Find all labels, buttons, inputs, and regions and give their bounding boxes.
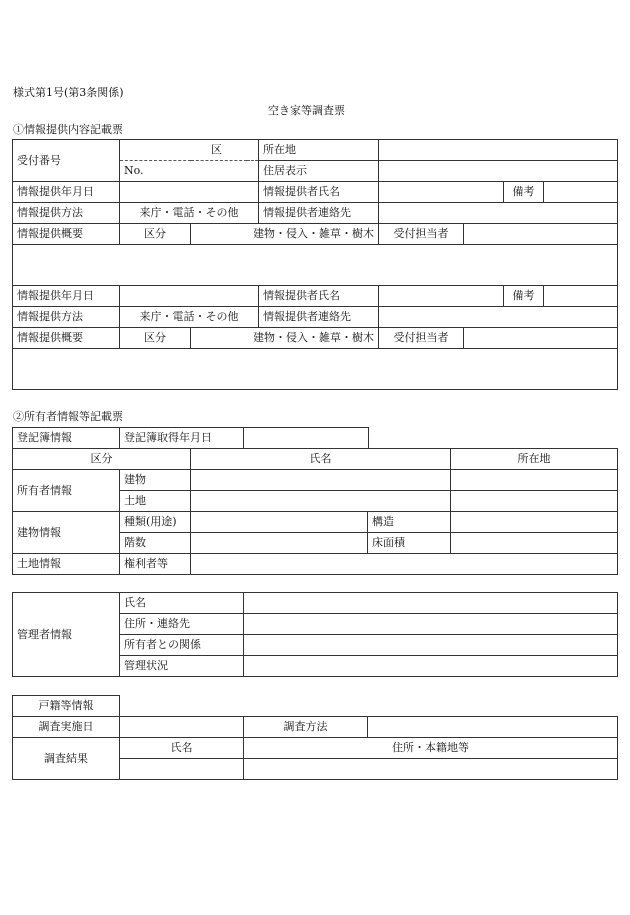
land-owner-name-field[interactable] xyxy=(191,491,451,512)
result-address-field[interactable] xyxy=(244,759,618,780)
category-header: 区分 xyxy=(13,449,191,470)
building-label: 建物 xyxy=(120,470,191,491)
category-options[interactable]: 建物・侵入・雑草・樹木 xyxy=(191,224,379,245)
provision-date-field[interactable] xyxy=(120,286,259,307)
summary-details-area[interactable] xyxy=(13,349,618,390)
staff-field[interactable] xyxy=(464,328,618,349)
structure-label: 構造 xyxy=(368,512,451,533)
floors-label: 階数 xyxy=(120,533,191,554)
provider-name-field[interactable] xyxy=(379,286,504,307)
location-field[interactable] xyxy=(379,140,618,161)
result-name-header: 氏名 xyxy=(120,738,244,759)
remarks-label: 備考 xyxy=(504,182,544,203)
remarks-field[interactable] xyxy=(544,182,618,203)
provision-method-options[interactable]: 来庁・電話・その他 xyxy=(120,203,259,224)
info-provision-table xyxy=(12,139,618,390)
survey-date-label: 調査実施日 xyxy=(13,717,120,738)
provision-date-label: 情報提供年月日 xyxy=(13,182,120,203)
section2-heading: ②所有者情報等記載票 xyxy=(13,410,123,423)
result-name-field[interactable] xyxy=(120,759,244,780)
provision-date-label: 情報提供年月日 xyxy=(13,286,120,307)
survey-method-label: 調査方法 xyxy=(244,717,368,738)
survey-date-field[interactable] xyxy=(120,717,244,738)
number-label: No. xyxy=(124,164,144,177)
provider-name-label: 情報提供者氏名 xyxy=(259,286,379,307)
provision-summary-label: 情報提供概要 xyxy=(13,328,120,349)
staff-label: 受付担当者 xyxy=(379,328,464,349)
manager-relation-label: 所有者との関係 xyxy=(120,635,244,656)
form-header: 様式第1号(第3条関係) xyxy=(13,86,124,99)
floor-area-field[interactable] xyxy=(451,533,618,554)
number-field[interactable] xyxy=(120,161,259,182)
land-label: 土地 xyxy=(120,491,191,512)
provision-method-label: 情報提供方法 xyxy=(13,307,120,328)
category-label: 区分 xyxy=(120,328,191,349)
address-display-label: 住居表示 xyxy=(259,161,379,182)
remarks-field[interactable] xyxy=(544,286,618,307)
owner-info-table xyxy=(12,448,618,575)
land-owner-location-field[interactable] xyxy=(451,491,618,512)
provider-name-field[interactable] xyxy=(379,182,504,203)
category-label: 区分 xyxy=(120,224,191,245)
building-owner-name-field[interactable] xyxy=(191,470,451,491)
summary-details-area[interactable] xyxy=(13,245,618,286)
manager-info-table xyxy=(12,592,618,677)
survey-method-field[interactable] xyxy=(368,717,618,738)
section1-heading: ①情報提供内容記載票 xyxy=(13,123,123,136)
building-info-label: 建物情報 xyxy=(13,512,120,554)
manager-status-field[interactable] xyxy=(244,656,618,677)
provider-contact-label: 情報提供者連絡先 xyxy=(259,307,379,328)
form-title: 空き家等調査票 xyxy=(268,104,345,117)
address-display-field[interactable] xyxy=(379,161,618,182)
location-label: 所在地 xyxy=(259,140,379,161)
location-header: 所在地 xyxy=(451,449,618,470)
family-register-label-table xyxy=(12,695,120,717)
provider-contact-label: 情報提供者連絡先 xyxy=(259,203,379,224)
name-header: 氏名 xyxy=(191,449,451,470)
structure-field[interactable] xyxy=(451,512,618,533)
remarks-label: 備考 xyxy=(504,286,544,307)
registry-date-label: 登記簿取得年月日 xyxy=(120,428,244,449)
ward-field[interactable] xyxy=(120,140,259,161)
survey-table xyxy=(12,716,618,780)
provider-name-label: 情報提供者氏名 xyxy=(259,182,379,203)
land-info-label: 土地情報 xyxy=(13,554,120,575)
provision-method-label: 情報提供方法 xyxy=(13,203,120,224)
floor-area-label: 床面積 xyxy=(368,533,451,554)
manager-name-field[interactable] xyxy=(244,593,618,614)
survey-result-label: 調査結果 xyxy=(13,738,120,780)
provision-method-options[interactable]: 来庁・電話・その他 xyxy=(120,307,259,328)
staff-field[interactable] xyxy=(464,224,618,245)
provider-contact-field[interactable] xyxy=(379,203,618,224)
rights-holder-field[interactable] xyxy=(191,554,618,575)
provision-date-field[interactable] xyxy=(120,182,259,203)
ward-label: 区 xyxy=(211,143,223,156)
reception-number-label: 受付番号 xyxy=(13,140,120,182)
building-owner-location-field[interactable] xyxy=(451,470,618,491)
manager-status-label: 管理状況 xyxy=(120,656,244,677)
provision-summary-label: 情報提供概要 xyxy=(13,224,120,245)
manager-address-field[interactable] xyxy=(244,614,618,635)
registry-info-table xyxy=(12,427,369,449)
rights-holder-label: 権利者等 xyxy=(120,554,191,575)
result-address-header: 住所・本籍地等 xyxy=(244,738,618,759)
staff-label: 受付担当者 xyxy=(379,224,464,245)
family-register-label: 戸籍等情報 xyxy=(13,696,120,717)
manager-relation-field[interactable] xyxy=(244,635,618,656)
manager-address-label: 住所・連絡先 xyxy=(120,614,244,635)
type-use-field[interactable] xyxy=(191,512,368,533)
category-options[interactable]: 建物・侵入・雑草・樹木 xyxy=(191,328,379,349)
type-use-label: 種類(用途) xyxy=(120,512,191,533)
manager-name-label: 氏名 xyxy=(120,593,244,614)
registry-date-field[interactable] xyxy=(244,428,369,449)
registry-info-label: 登記簿情報 xyxy=(13,428,120,449)
floors-field[interactable] xyxy=(191,533,368,554)
manager-info-label: 管理者情報 xyxy=(13,593,120,677)
provider-contact-field[interactable] xyxy=(379,307,618,328)
owner-info-label: 所有者情報 xyxy=(13,470,120,512)
